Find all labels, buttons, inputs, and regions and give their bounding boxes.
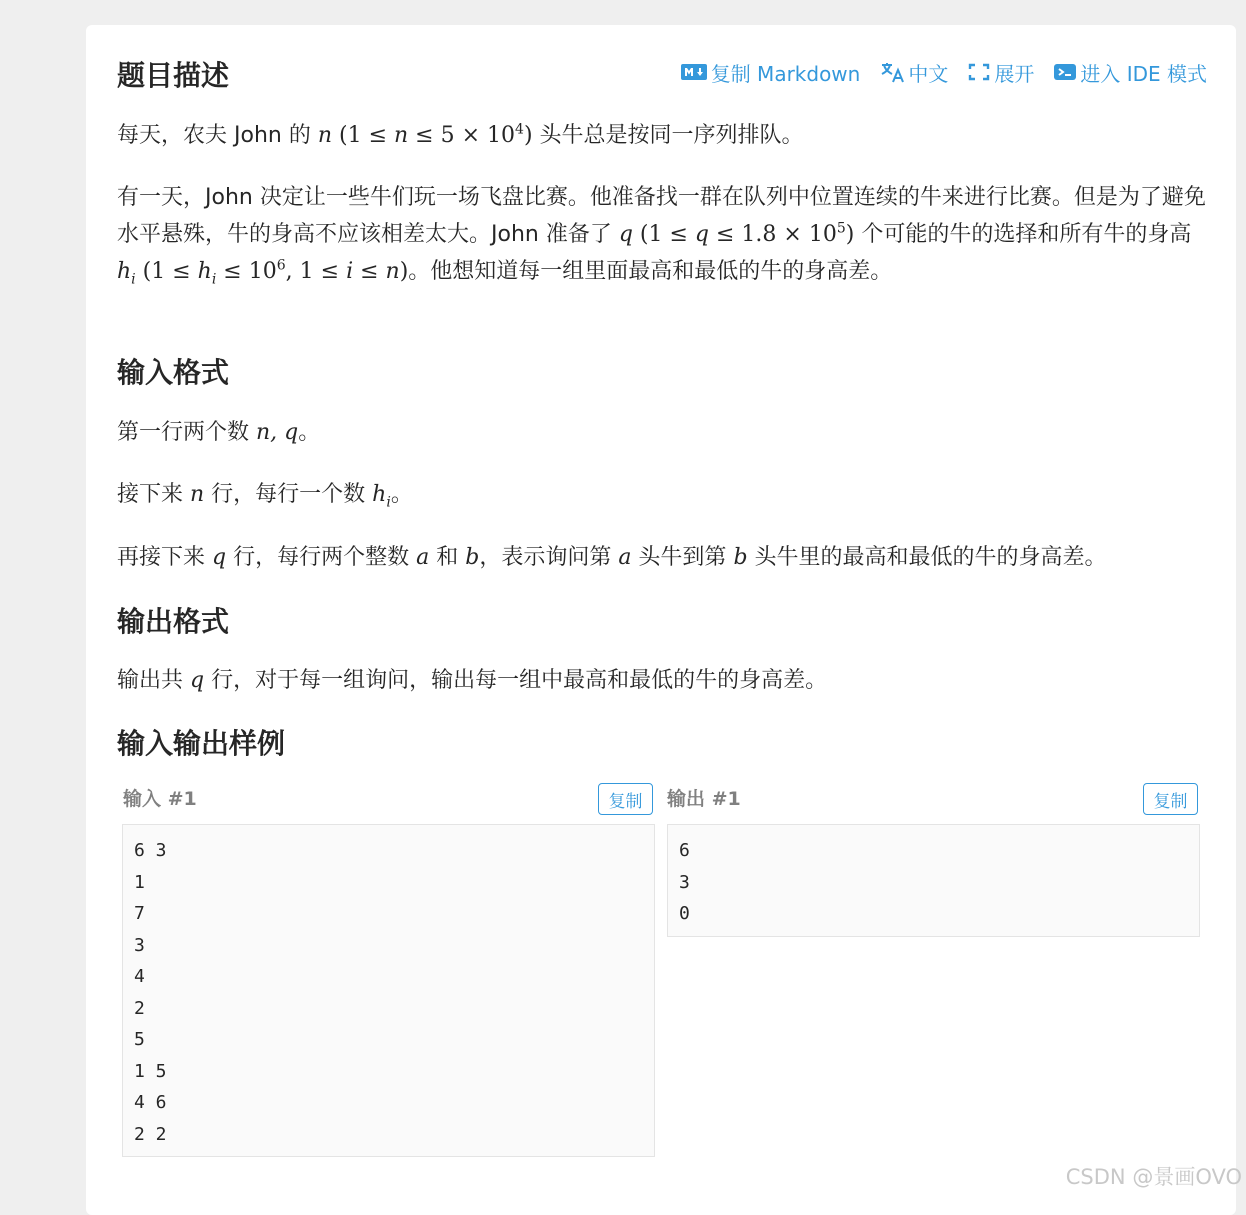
input-format-text: 头牛到第	[631, 545, 734, 570]
math-a: a	[618, 545, 632, 570]
sample-input-line: 2 2	[134, 1123, 167, 1145]
math-b: b	[733, 545, 748, 570]
input-format-line-3	[117, 539, 1207, 576]
language-label: 中文	[908, 61, 949, 86]
description-paragraph-2	[117, 179, 1207, 290]
input-format-text: 。	[390, 482, 413, 507]
output-format-line-1	[117, 662, 1207, 699]
problem-toolbar	[681, 58, 1207, 86]
terminal-icon	[1054, 63, 1076, 81]
input-format-text: 接下来	[117, 482, 190, 507]
description-paragraph-1	[117, 117, 1207, 154]
expand-icon	[968, 62, 990, 82]
sample-input-line: 4 6	[134, 1092, 167, 1113]
math-h-i: $h_i$	[372, 482, 391, 511]
sample-output-line: 0	[679, 903, 690, 924]
description-text: 头牛总是按同一序列排队。	[532, 123, 804, 148]
math-q: q	[212, 545, 227, 570]
input-format-text: 。	[298, 420, 321, 445]
copy-markdown-label: 复制 Markdown	[710, 61, 861, 86]
math-b: b	[465, 545, 480, 570]
output-format-heading: 输出格式	[117, 605, 230, 638]
math-n-range: $(1 \le n \le 5 \times 10^4)$	[339, 121, 533, 148]
sample-input-line: 1 5	[134, 1060, 167, 1082]
sample-output-line: 6	[679, 840, 690, 861]
description-text: 个可能的牛的选择和所有牛的身高	[854, 222, 1192, 247]
input-format-heading: 输入格式	[117, 356, 230, 389]
output-format-text: 行，对于每一组询问，输出每一组中最高和最低的牛的身高差。	[204, 668, 828, 693]
description-heading: 题目描述	[117, 59, 230, 92]
expand-button[interactable]	[968, 58, 1034, 87]
sample-input-line: 1	[134, 871, 145, 893]
sample-output-title: 输出 #1	[667, 788, 741, 810]
markdown-icon	[681, 63, 707, 81]
description-text: 每天，农夫 John 的	[117, 123, 318, 148]
sample-input-box[interactable]	[122, 824, 655, 1157]
copy-input-button[interactable]: 复制	[598, 783, 653, 815]
sample-input-title: 输入 #1	[123, 788, 197, 810]
input-format-text: 第一行两个数	[117, 420, 256, 445]
input-format-text: 和	[429, 545, 466, 570]
input-format-text: 行，每行一个数	[204, 482, 373, 507]
sample-input-line: 3	[134, 934, 145, 956]
math-q-range: q $(1 \le q \le 1.8 \times 10^5)$	[618, 220, 855, 247]
sample-output-line: 3	[679, 871, 690, 893]
math-n: n	[190, 482, 205, 507]
input-format-text: 头牛里的最高和最低的牛的身高差。	[747, 545, 1107, 570]
input-format-text: 行，每行两个整数	[226, 545, 417, 570]
math-a: a	[416, 545, 430, 570]
math-q: q	[190, 668, 205, 693]
sample-output-box[interactable]	[667, 824, 1200, 937]
input-format-line-2	[117, 476, 1207, 513]
math-n-q: n, q	[256, 420, 299, 445]
input-format-text: ，表示询问第	[479, 545, 619, 570]
description-text: 有一天，John 决定让一些牛们玩一场飞盘比赛。他准备找一群在队列中位置连续的牛来进行比赛。但是为了避免水平悬殊，牛的身高不应该相差太大。John 准备了	[117, 185, 1206, 247]
math-n: n	[317, 123, 332, 148]
sample-input-line: 7	[134, 903, 145, 924]
copy-output-button[interactable]: 复制	[1143, 783, 1198, 815]
input-format-text: 再接下来	[117, 545, 212, 570]
description-text: 。他想知道每一组里面最高和最低的牛的身高差。	[408, 259, 893, 284]
copy-markdown-button[interactable]	[681, 58, 861, 87]
math-h-range: $h_i$ ($1 \le h_i \le 10^6$, 1 ≤ i ≤ n)	[117, 257, 409, 288]
ide-mode-label: 进入 IDE 模式	[1080, 61, 1207, 86]
problem-card	[86, 25, 1236, 1215]
sample-input-line: 5	[134, 1029, 145, 1050]
sample-input-line: 2	[134, 997, 145, 1019]
output-format-text: 输出共	[117, 668, 190, 693]
language-button[interactable]	[880, 58, 948, 87]
translate-icon	[880, 61, 904, 83]
sample-input-line: 6 3	[134, 840, 167, 861]
sample-input-line: 4	[134, 966, 145, 987]
input-format-line-1	[117, 414, 1207, 451]
samples-heading: 输入输出样例	[117, 727, 286, 760]
watermark: CSDN @景画OVO	[1065, 1165, 1242, 1189]
ide-mode-button[interactable]	[1054, 58, 1207, 87]
expand-label: 展开	[994, 61, 1035, 86]
